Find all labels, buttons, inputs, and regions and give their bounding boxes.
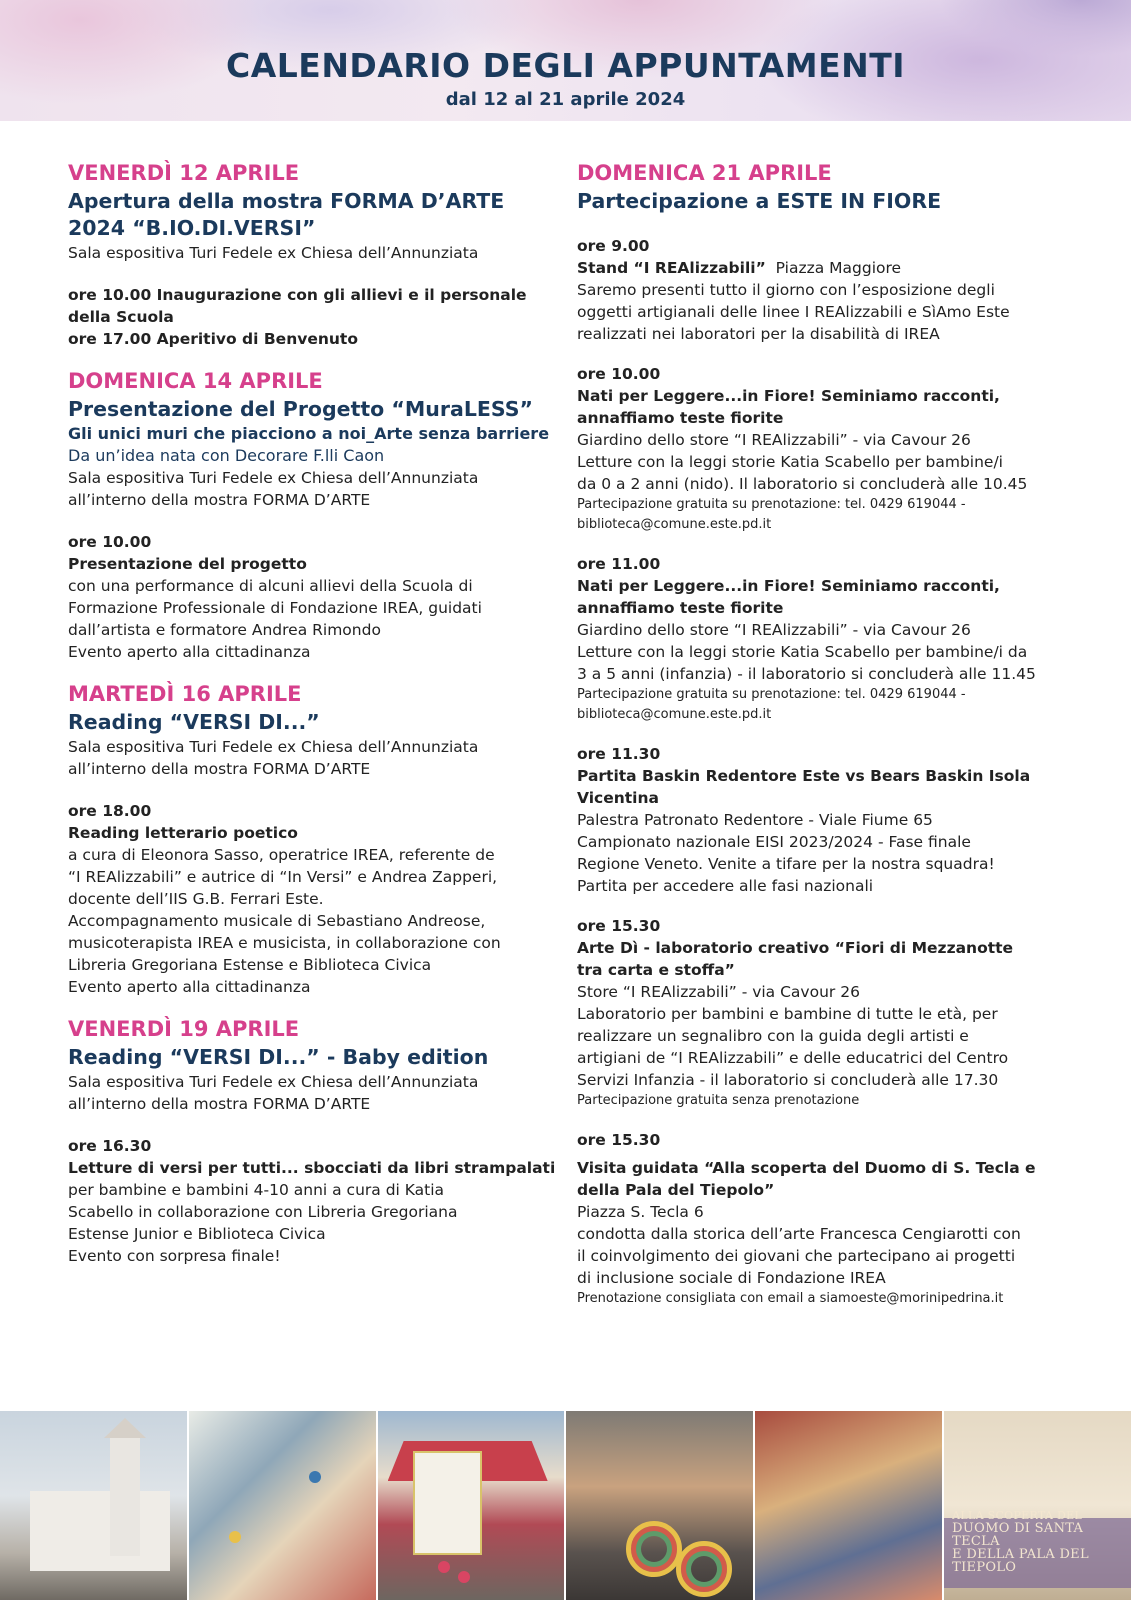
photo-craft-workshop (566, 1411, 755, 1600)
event-description: Laboratorio per bambini e bambine di tutte le età, per (577, 1005, 998, 1023)
photo-church (0, 1411, 189, 1600)
event-description: Letture con la leggi storie Katia Scabello per bambine/i da (577, 643, 1028, 661)
event-note: Partecipazione gratuita senza prenotazione (577, 1093, 860, 1108)
event-description: Formazione Professionale di Fondazione IREA, guidati (68, 599, 482, 617)
section-venerdi-19 (68, 1016, 558, 1267)
event-time: ore 18.00 (68, 802, 152, 820)
event-name: tra carta e stoffa” (577, 961, 735, 979)
event-description: con una performance di alcuni allievi della Scuola di (68, 577, 473, 595)
event-name: annaffiamo teste fiorite (577, 409, 784, 427)
event-description: Evento aperto alla cittadinanza (68, 978, 311, 996)
event-title: Presentazione del Progetto “MuraLESS” (68, 397, 533, 421)
day-heading: MARTEDÌ 16 APRILE (68, 682, 302, 706)
event-title: Reading “VERSI DI...” - Baby edition (68, 1045, 489, 1069)
event-name: Visita guidata “Alla scoperta del Duomo di S. Tecla e (577, 1159, 1036, 1177)
event-title: Reading “VERSI DI...” (68, 710, 320, 734)
day-heading: DOMENICA 14 APRILE (68, 369, 323, 393)
event-name: Partita Baskin Redentore Este vs Bears Baskin Isola (577, 767, 1031, 785)
schedule-line: ore 10.00 Inaugurazione con gli allievi e il personale della Scuola (68, 286, 527, 326)
decor-dot (229, 1531, 241, 1543)
decor-flower (438, 1561, 450, 1573)
overlay-line: E DELLA PALA DEL TIEPOLO (952, 1547, 1089, 1575)
event-description: Partita per accedere alle fasi nazionali (577, 877, 874, 895)
event-block-1000 (577, 363, 1077, 535)
event-description: condotta dalla storica dell’arte Francesca Cengiarotti con (577, 1225, 1021, 1243)
event-name: Presentazione del progetto (68, 555, 307, 573)
event-description: di inclusione sociale di Fondazione IREA (577, 1269, 886, 1287)
event-name: della Pala del Tiepolo” (577, 1181, 775, 1199)
event-description: dall’artista e formatore Andrea Rimondo (68, 621, 381, 639)
schedule-line: ore 17.00 Aperitivo di Benvenuto (68, 330, 358, 348)
event-name: Stand “I REAlizzabili” (577, 259, 766, 277)
event-description: Campionato nazionale EISI 2023/2024 - Fase finale (577, 833, 971, 851)
event-time: ore 11.00 (577, 555, 661, 573)
event-block-0900 (577, 235, 1077, 345)
photo-children-drawing (189, 1411, 378, 1600)
event-description: Libreria Gregoriana Estense e Biblioteca Civica (68, 956, 432, 974)
event-name: Vicentina (577, 789, 659, 807)
event-description: Saremo presenti tutto il giorno con l’esposizione degli (577, 281, 995, 299)
bell-tower-shape (110, 1436, 140, 1556)
day-heading: VENERDÌ 12 APRILE (68, 161, 300, 185)
event-time: ore 9.00 (577, 237, 650, 255)
event-email: biblioteca@comune.este.pd.it (577, 517, 772, 532)
event-description: docente dell’IIS G.B. Ferrari Este. (68, 890, 324, 908)
day-heading: VENERDÌ 19 APRILE (68, 1017, 300, 1041)
day-heading: DOMENICA 21 APRILE (577, 161, 832, 185)
event-description: per bambine e bambini 4-10 anni a cura di Katia (68, 1181, 445, 1199)
venue: Sala espositiva Turi Fedele ex Chiesa dell’Annunziata (68, 469, 479, 487)
event-note: Partecipazione gratuita su prenotazione: tel. 0429 619044 - (577, 497, 966, 512)
event-description: il coinvolgimento dei giovani che partecipano ai progetti (577, 1247, 1016, 1265)
event-description: Giardino dello store “I REAlizzabili” - via Cavour 26 (577, 621, 971, 639)
event-title: Partecipazione a ESTE IN FIORE (577, 189, 942, 213)
event-time: ore 10.00 (577, 365, 661, 383)
event-description: Estense Junior e Biblioteca Civica (68, 1225, 326, 1243)
page-title: CALENDARIO DEGLI APPUNTAMENTI (225, 46, 906, 85)
event-title: Apertura della mostra FORMA D’ARTE 2024 “B.IO.DI.VERSI” (68, 189, 505, 240)
event-name: annaffiamo teste fiorite (577, 599, 784, 617)
event-place: Piazza Maggiore (775, 259, 902, 277)
event-note: Prenotazione consigliata con email a siamoeste@morinipedrina.it (577, 1291, 1004, 1306)
section-venerdi-12 (68, 160, 558, 350)
poster-board-shape (413, 1451, 482, 1555)
event-description: 3 a 5 anni (infanzia) - il laboratorio si concluderà alle 11.45 (577, 665, 1036, 683)
venue: Sala espositiva Turi Fedele ex Chiesa dell’Annunziata (68, 244, 479, 262)
event-email: biblioteca@comune.este.pd.it (577, 707, 772, 722)
event-description: “I REAlizzabili” e autrice di “In Versi” e Andrea Zapperi, (68, 868, 498, 886)
event-name: Arte Dì - laboratorio creativo “Fiori di Mezzanotte (577, 939, 1014, 957)
event-name: Nati per Leggere...in Fiore! Seminiamo racconti, (577, 387, 1000, 405)
church-facade-shape (30, 1491, 170, 1571)
event-description: Regione Veneto. Venite a tifare per la nostra squadra! (577, 855, 995, 873)
event-subtitle: Gli unici muri che piacciono a noi_Arte senza barriere (68, 424, 550, 443)
event-description: Letture con la leggi storie Katia Scabello per bambine/i (577, 453, 1003, 471)
event-description: Giardino dello store “I REAlizzabili” - via Cavour 26 (577, 431, 971, 449)
duomo-banner-text (952, 1509, 1131, 1574)
decor-dot (309, 1471, 321, 1483)
event-name: Letture di versi per tutti... sbocciati da libri strampalati (68, 1159, 556, 1177)
event-time: ore 11.30 (577, 745, 661, 763)
event-description: Servizi Infanzia - il laboratorio si concluderà alle 17.30 (577, 1071, 999, 1089)
venue: all’interno della mostra FORMA D’ARTE (68, 760, 371, 778)
section-martedi-16 (68, 681, 558, 998)
event-description: Scabello in collaborazione con Libreria Gregoriana (68, 1203, 458, 1221)
event-description: realizzare un segnalibro con la guida degli artisti e (577, 1027, 969, 1045)
event-note: Partecipazione gratuita su prenotazione: tel. 0429 619044 - (577, 687, 966, 702)
event-description: Store “I REAlizzabili” - via Cavour 26 (577, 983, 860, 1001)
overlay-line: ALLA SCOPERTA DEL (952, 1509, 1083, 1522)
venue: all’interno della mostra FORMA D’ARTE (68, 1095, 371, 1113)
event-place: Piazza S. Tecla 6 (577, 1203, 704, 1221)
photo-market-stand (378, 1411, 567, 1600)
header-banner (0, 0, 1131, 121)
event-description: Accompagnamento musicale di Sebastiano Andreose, (68, 912, 486, 930)
event-time: ore 16.30 (68, 1137, 152, 1155)
event-description: a cura di Eleonora Sasso, operatrice IREA, referente de (68, 846, 495, 864)
event-description: Evento aperto alla cittadinanza (68, 643, 311, 661)
page-subtitle: dal 12 al 21 aprile 2024 (445, 89, 686, 110)
decor-flower (458, 1571, 470, 1583)
decor-circle (626, 1521, 682, 1577)
event-time: ore 15.30 (577, 1131, 661, 1149)
event-description: realizzati nei laboratori per la disabilità di IREA (577, 325, 940, 343)
left-column (68, 160, 558, 1285)
photo-strip (0, 1411, 1131, 1600)
venue: Sala espositiva Turi Fedele ex Chiesa dell’Annunziata (68, 1073, 479, 1091)
event-description: artigiani de “I REAlizzabili” e delle educatrici del Centro (577, 1049, 1009, 1067)
venue: Sala espositiva Turi Fedele ex Chiesa dell’Annunziata (68, 738, 479, 756)
decor-circle (676, 1541, 732, 1597)
event-credit: Da un’idea nata con Decorare F.lli Caon (68, 446, 385, 465)
photo-baskin-team (755, 1411, 944, 1600)
event-description: Evento con sorpresa finale! (68, 1247, 281, 1265)
event-time: ore 15.30 (577, 917, 661, 935)
section-domenica-14 (68, 368, 558, 663)
event-time: ore 10.00 (68, 533, 152, 551)
event-description: Palestra Patronato Redentore - Viale Fiume 65 (577, 811, 933, 829)
venue: all’interno della mostra FORMA D’ARTE (68, 491, 371, 509)
event-block-1100 (577, 553, 1077, 725)
event-name: Nati per Leggere...in Fiore! Seminiamo racconti, (577, 577, 1000, 595)
event-block-1530-b (577, 1129, 1077, 1309)
event-block-1530-a (577, 915, 1077, 1111)
event-description: da 0 a 2 anni (nido). Il laboratorio si concluderà alle 10.45 (577, 475, 1028, 493)
overlay-line: DUOMO DI SANTA TECLA (952, 1521, 1084, 1549)
right-column (577, 160, 1077, 1327)
event-name: Reading letterario poetico (68, 824, 298, 842)
event-block-1130 (577, 743, 1077, 897)
event-description: musicoterapista IREA e musicista, in collaborazione con (68, 934, 501, 952)
event-description: oggetti artigianali delle linee I REAlizzabili e SìAmo Este (577, 303, 1010, 321)
photo-duomo-interior (944, 1411, 1131, 1600)
